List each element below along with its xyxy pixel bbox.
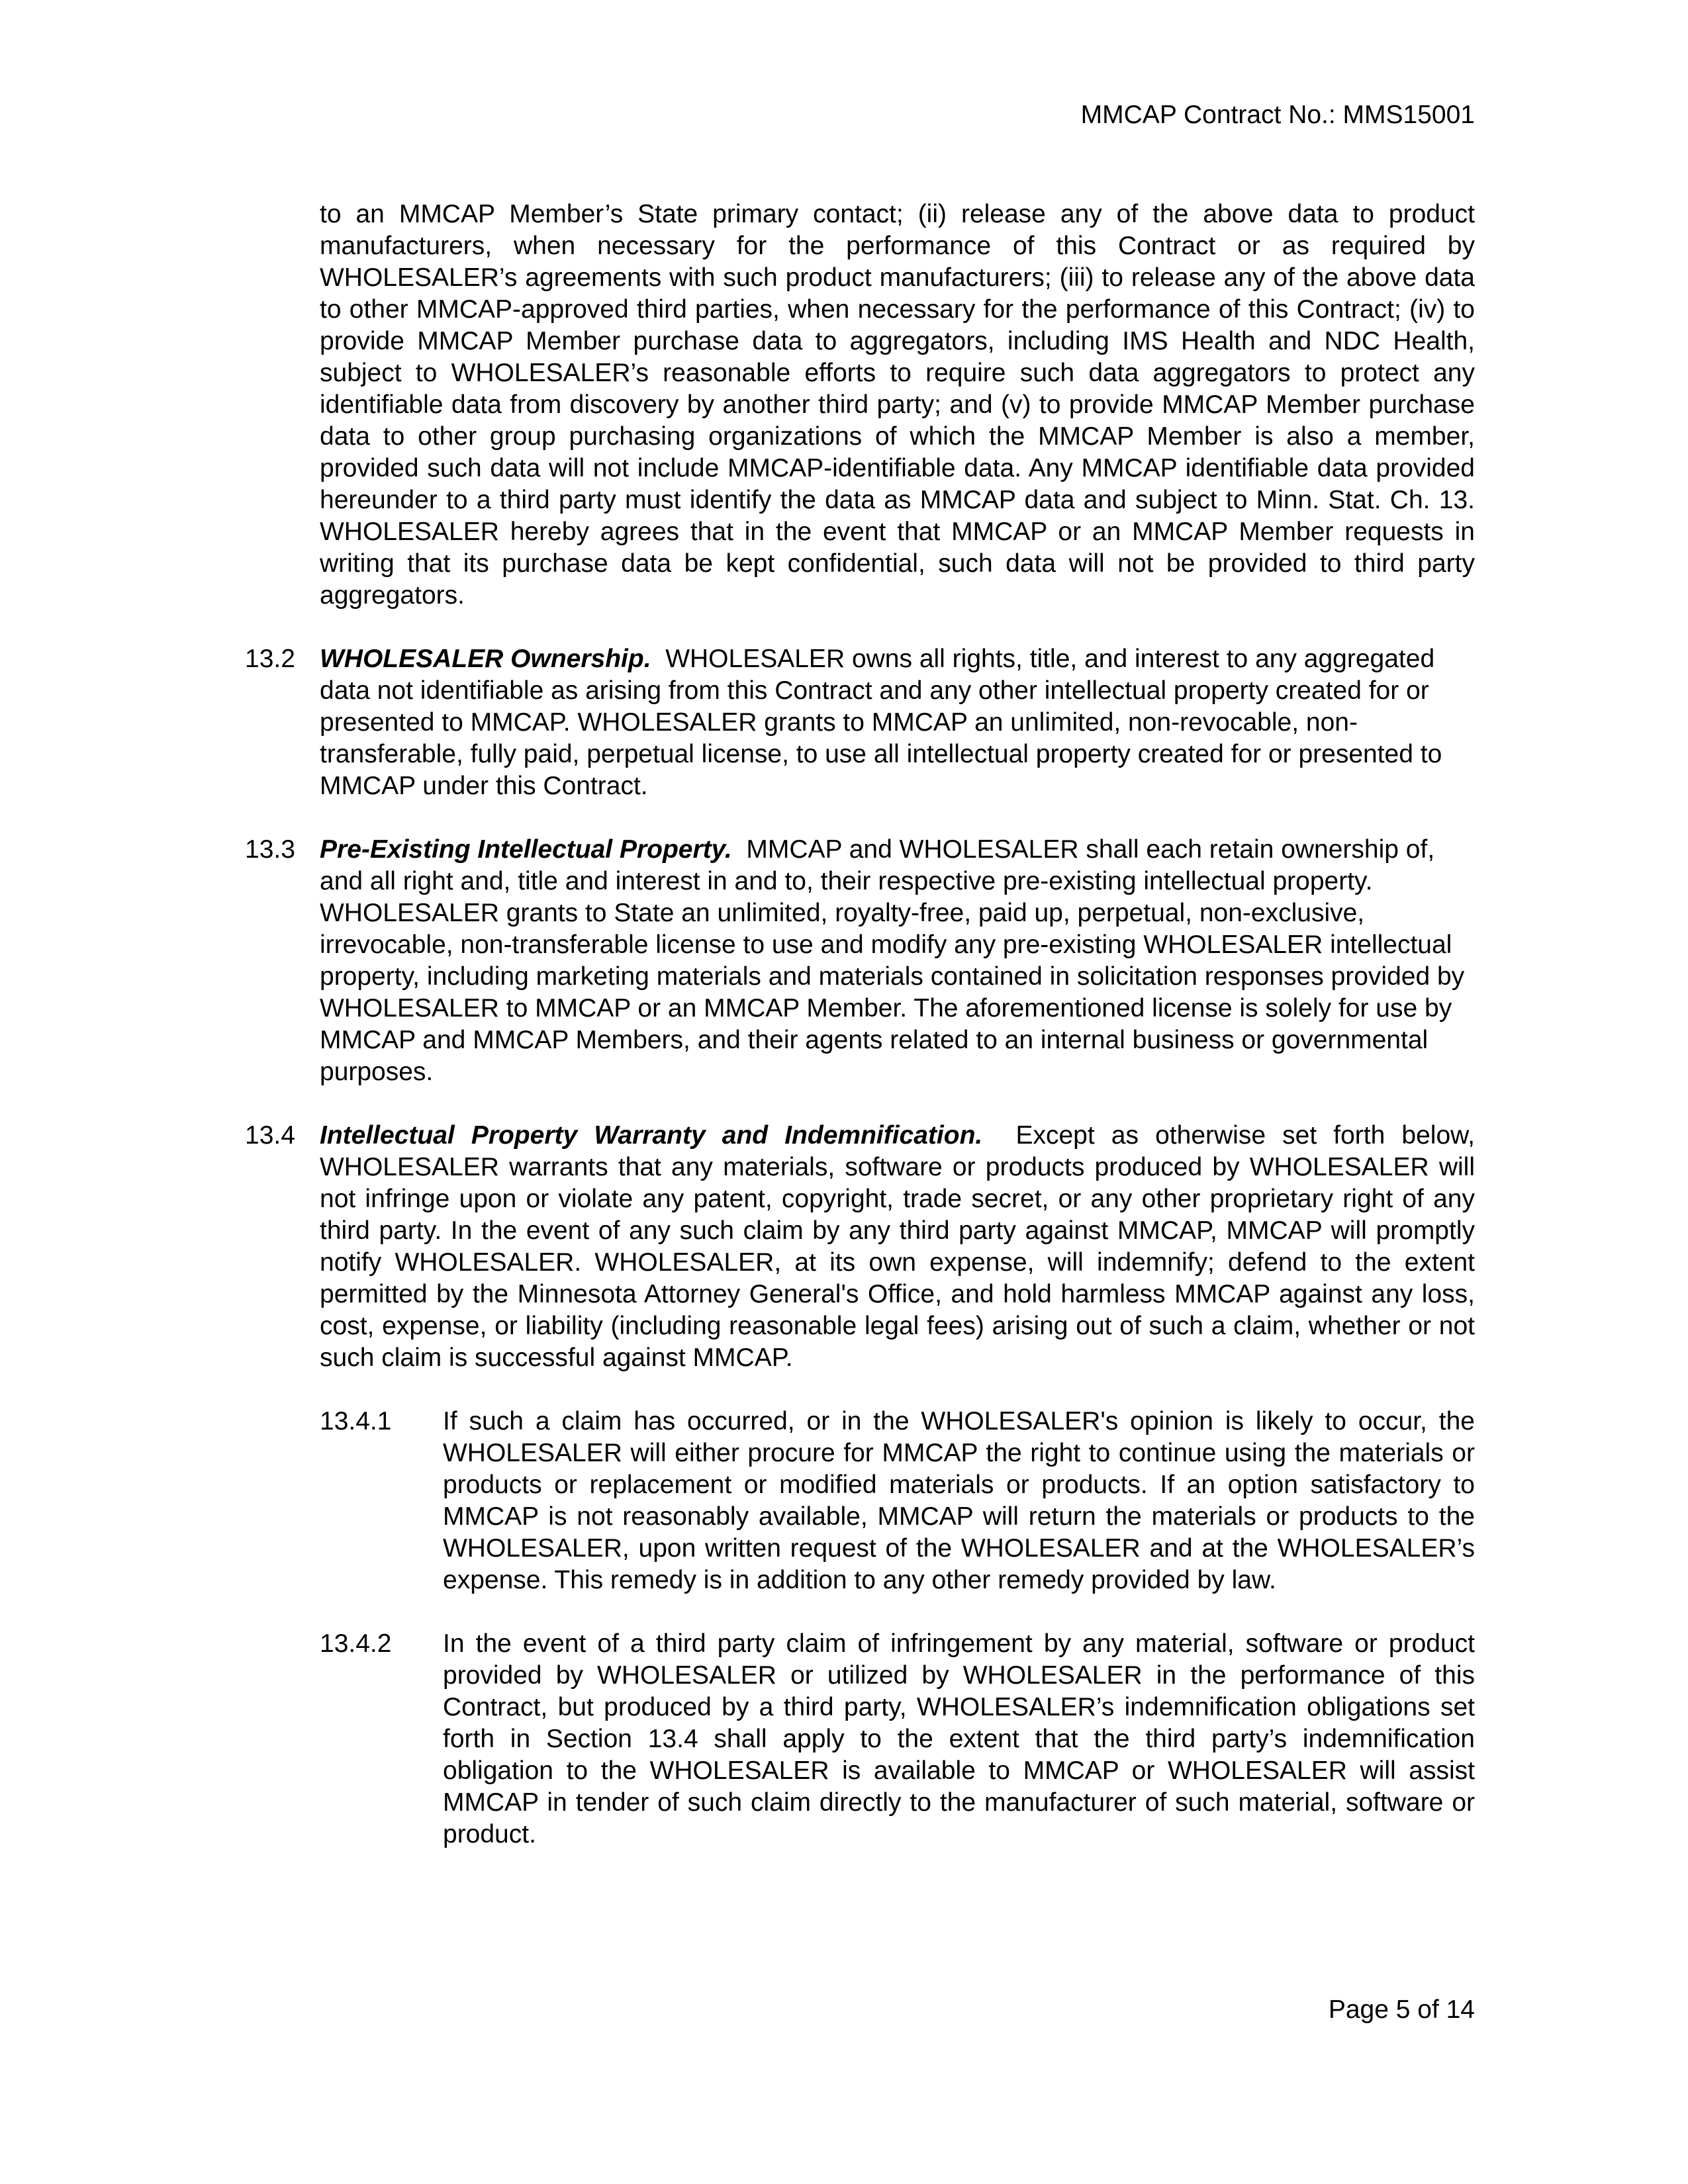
section-body [245, 643, 1475, 802]
subsection-13-4-2 [320, 1628, 1475, 1850]
document-body [245, 199, 1475, 1882]
section-body [245, 1120, 1475, 1374]
section-13-2 [245, 643, 1475, 802]
section-text: Except as otherwise set forth below, WHOLESALER warrants that any materials, software or products produced by WHOLESALER will not infringe upon or violate any patent, copyright, trade secret, or any other proprietary right of any third party. In the event of any such claim by any third party against MMCAP, MMCAP will promptly notify WHOLESALER. WHOLESALER, at its own expense, will indemnify; defend to the extent permitted by the Minnesota Attorney General's Office, and hold harmless MMCAP against any loss, cost, expense, or liability (including reasonable legal fees) arising out of such a claim, whether or not such claim is successful against MMCAP. [320, 1121, 1475, 1372]
subsection-text: In the event of a third party claim of infringement by any material, software or product provided by WHOLESALER or utilized by WHOLESALER in the performance of this Contract, but produced by a third party, WHOLESALER’s indemnification obligations set forth in Section 13.4 shall apply to the extent that the third party’s indemnification obligation to the WHOLESALER is available to MMCAP or WHOLESALER will assist MMCAP in tender of such claim directly to the manufacturer of such material, software or product. [443, 1629, 1475, 1848]
section-heading: WHOLESALER Ownership. [320, 645, 651, 673]
subsection-number: 13.4.1 [320, 1407, 392, 1435]
contract-number-header: MMCAP Contract No.: MMS15001 [1080, 101, 1475, 129]
subsection-13-4-1 [320, 1406, 1475, 1596]
continued-paragraph: to an MMCAP Member’s State primary contact; (ii) release any of the above data to product manufacturers, when necessary for the performance of this Contract or as required by WHOLESALER’s agreements with such product manufacturers; (iii) to release any of the above data to other MMCAP-approved third parties, when necessary for the performance of this Contract; (iv) to provide MMCAP Member purchase data to aggregators, including IMS Health and NDC Health, subject to WHOLESALER’s reasonable efforts to require such data aggregators to protect any identifiable data from discovery by another third party; and (v) to provide MMCAP Member purchase data to other group purchasing organizations of which the MMCAP Member is also a member, provided such data will not include MMCAP-identifiable data. Any MMCAP identifiable data provided hereunder to a third party must identify the data as MMCAP data and subject to Minn. Stat. Ch. 13. WHOLESALER hereby agrees that in the event that MMCAP or an MMCAP Member requests in writing that its purchase data be kept confidential, such data will not be provided to third party aggregators. [320, 200, 1475, 610]
section-number: 13.4 [245, 1121, 295, 1150]
section-heading: Pre-Existing Intellectual Property. [320, 835, 732, 864]
section-text: MMCAP and WHOLESALER shall each retain ownership of, and all right and, title and interest in and to, their respective pre-existing intellectual property. WHOLESALER grants to State an unlimited, royalty-free, paid up, perpetual, non-exclusive, irrevocable, non-transferable license to use and modify any pre-existing WHOLESALER intellectual property, including marketing materials and materials contained in solicitation responses provided by WHOLESALER to MMCAP or an MMCAP Member. The aforementioned license is solely for use by MMCAP and MMCAP Members, and their agents related to an internal business or governmental purposes. [320, 835, 1465, 1086]
section-13-3 [245, 834, 1475, 1088]
page-number-footer: Page 5 of 14 [1328, 1995, 1475, 2024]
subsection-number: 13.4.2 [320, 1629, 392, 1658]
section-number: 13.2 [245, 645, 295, 673]
section-text: WHOLESALER owns all rights, title, and interest to any aggregated data not identifiable as arising from this Contract and any other intellectual property created for or presented to MMCAP. WHOLESALER grants to MMCAP an unlimited, non-revocable, non-transferable, fully paid, perpetual license, to use all intellectual property created for or presented to MMCAP under this Contract. [320, 645, 1442, 800]
section-body [245, 834, 1475, 1088]
section-13-4 [245, 1120, 1475, 1374]
subsection-text: If such a claim has occurred, or in the WHOLESALER's opinion is likely to occur, the WHOLESALER will either procure for MMCAP the right to continue using the materials or products or replacement or modified materials or products. If an option satisfactory to MMCAP is not reasonably available, MMCAP will return the materials or products to the WHOLESALER, upon written request of the WHOLESALER and at the WHOLESALER’s expense. This remedy is in addition to any other remedy provided by law. [443, 1407, 1475, 1594]
section-number: 13.3 [245, 835, 295, 864]
section-heading: Intellectual Property Warranty and Indemnification. [320, 1121, 983, 1150]
